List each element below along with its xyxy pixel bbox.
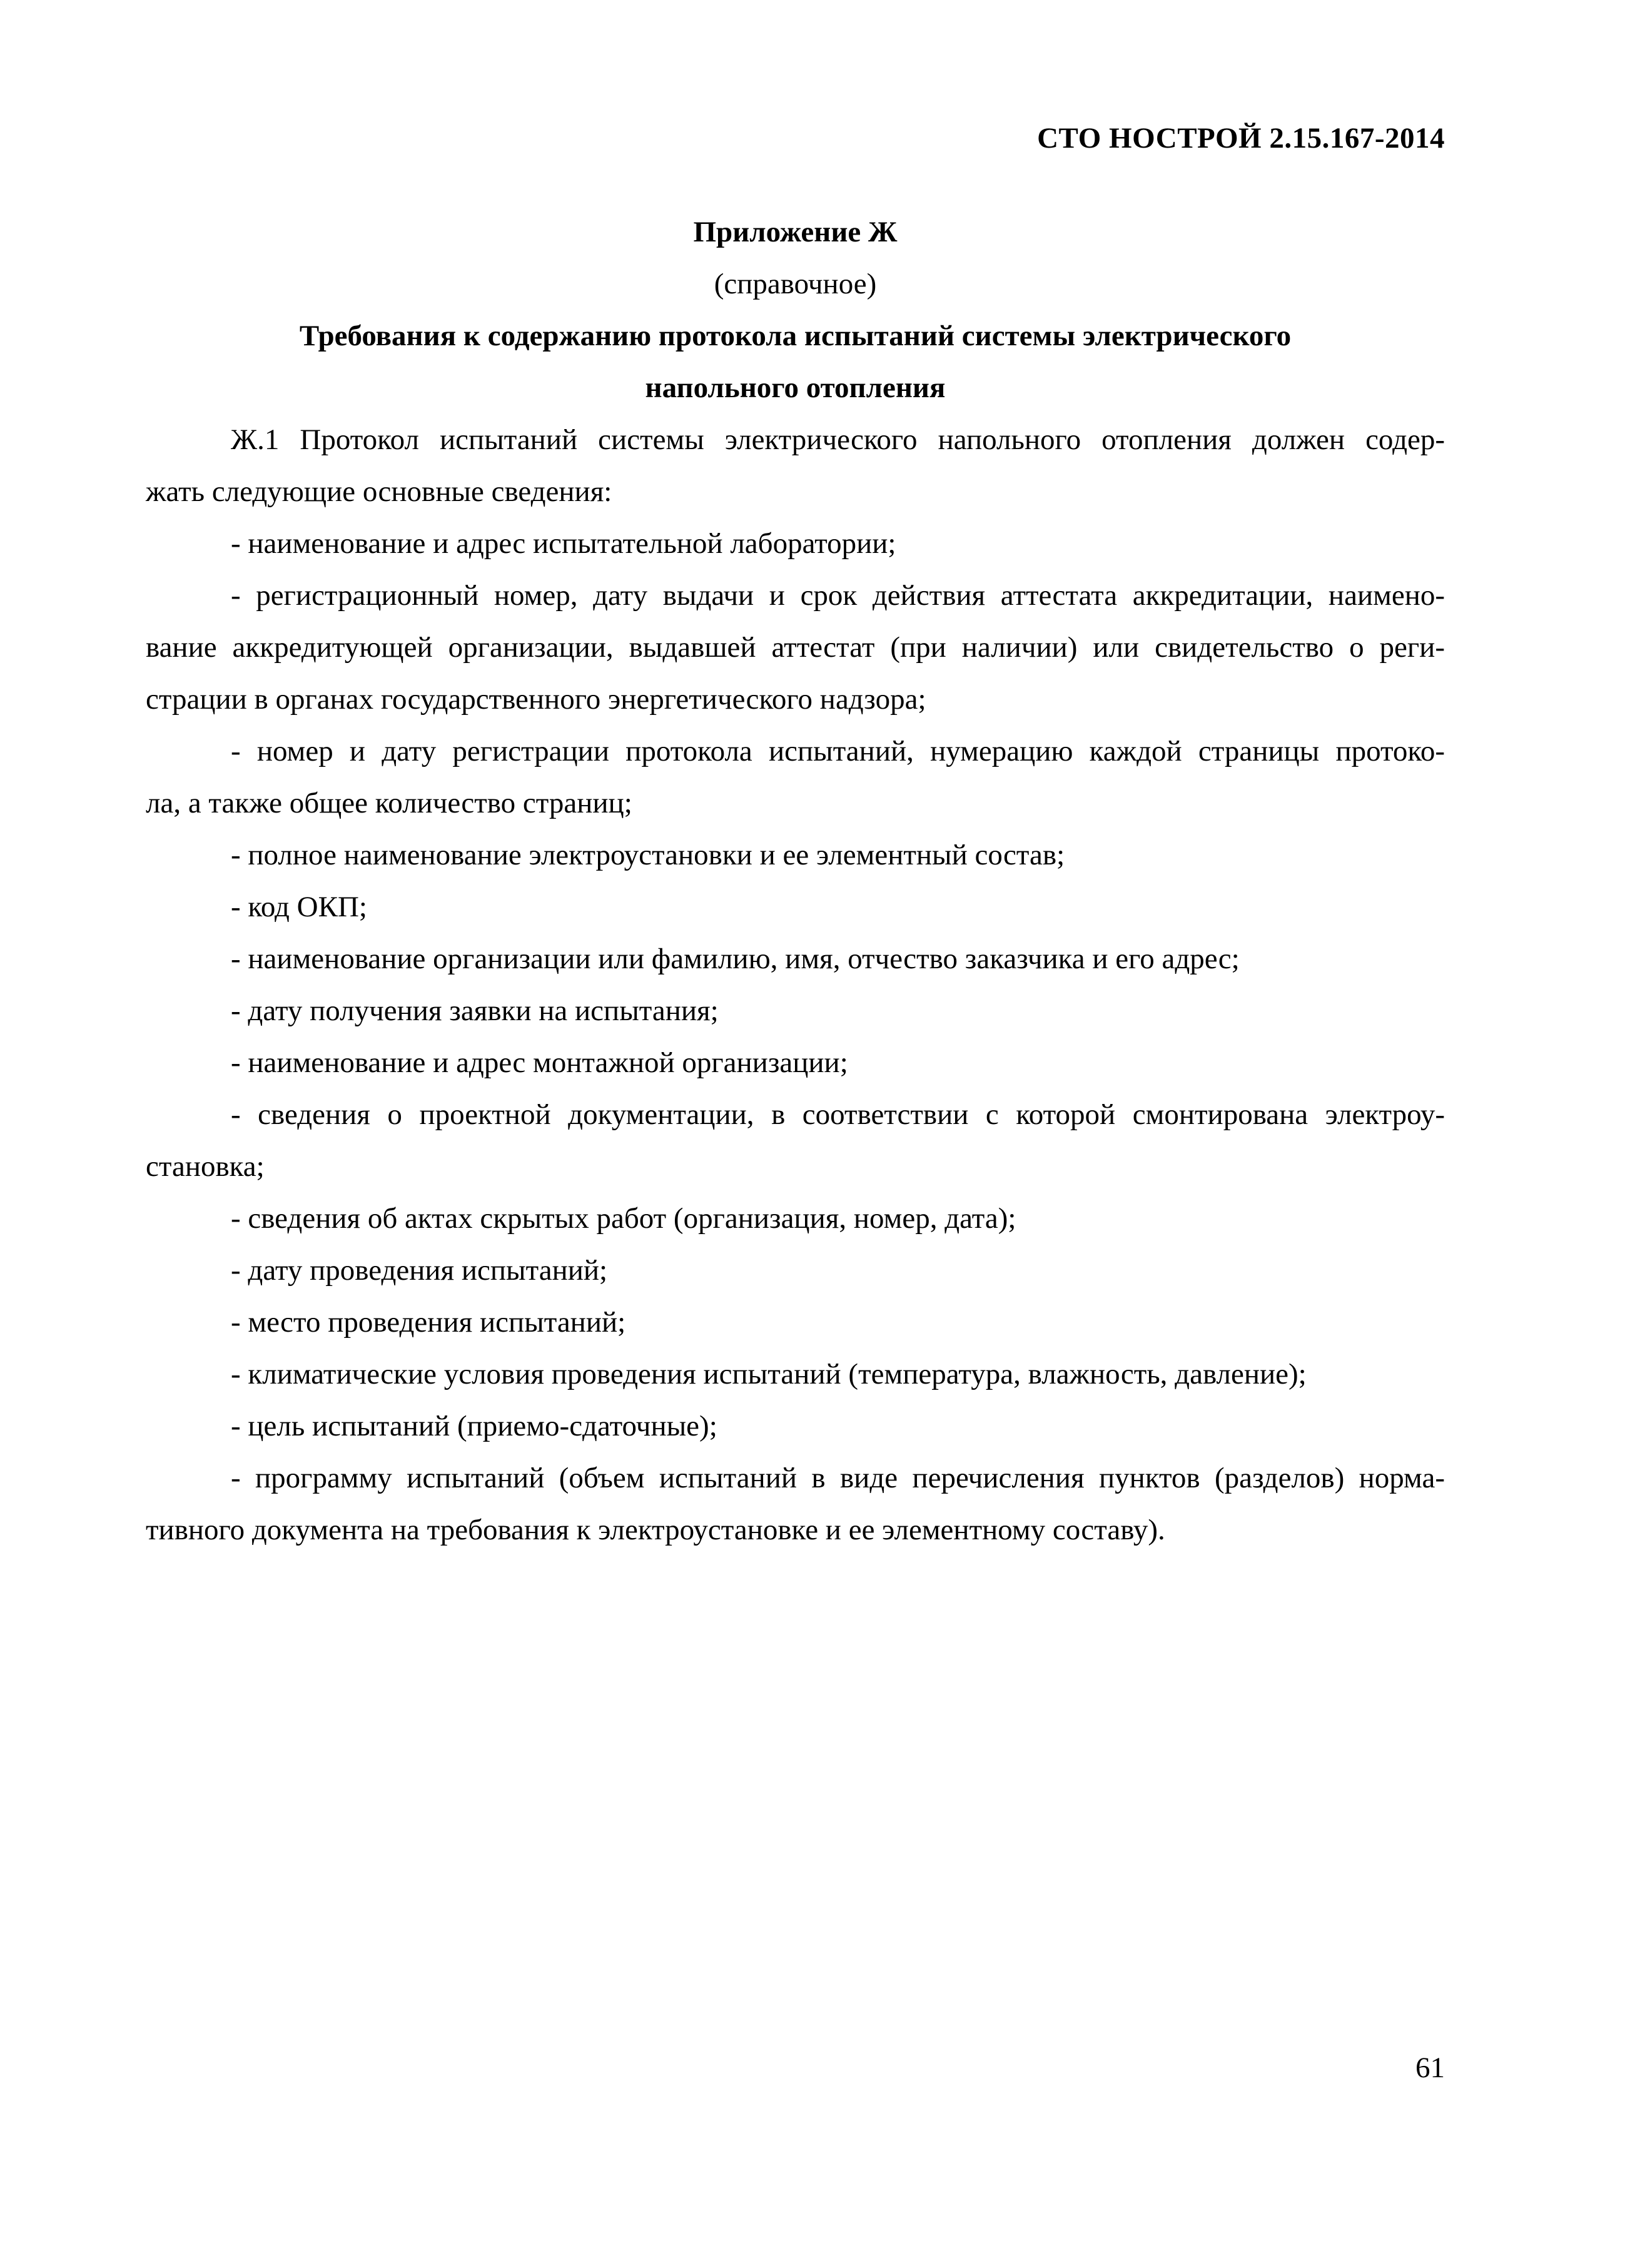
paragraph-line: Ж.1 Протокол испытаний системы электрического напольного отопления должен содер- bbox=[231, 423, 1445, 456]
paragraph bbox=[146, 1089, 1445, 1193]
appendix-type-note: (справочное) bbox=[714, 268, 877, 300]
paragraph-line: страции в органах государственного энергетического надзора; bbox=[146, 683, 926, 716]
paragraph bbox=[146, 414, 1445, 518]
document-title-line-1: Требования к содержанию протокола испытаний системы электрического bbox=[299, 320, 1292, 352]
page-content bbox=[146, 0, 1445, 1556]
paragraph-line: вание аккредитующей организации, выдавшей аттестат (при наличии) или свидетельство о реги- bbox=[146, 631, 1445, 664]
paragraph-line: - наименование и адрес монтажной организации; bbox=[231, 1046, 848, 1079]
paragraph-line: - программу испытаний (объем испытаний в виде перечисления пунктов (разделов) норма- bbox=[231, 1462, 1445, 1494]
document-reference: СТО НОСТРОЙ 2.15.167-2014 bbox=[1037, 122, 1445, 154]
paragraph-line: - наименование и адрес испытательной лаборатории; bbox=[231, 527, 896, 560]
paragraph-line: ла, а также общее количество страниц; bbox=[146, 787, 632, 819]
paragraph bbox=[146, 1400, 1445, 1452]
paragraph-line: - наименование организации или фамилию, имя, отчество заказчика и его адрес; bbox=[231, 943, 1240, 975]
paragraph-line: - код ОКП; bbox=[231, 891, 367, 923]
document-body bbox=[146, 414, 1445, 1556]
appendix-heading: Приложение Ж bbox=[693, 216, 898, 248]
paragraph-line: - место проведения испытаний; bbox=[231, 1306, 626, 1339]
paragraph-line: - номер и дату регистрации протокола испытаний, нумерацию каждой страницы протоко- bbox=[231, 735, 1445, 767]
paragraph bbox=[146, 726, 1445, 829]
paragraph-line: становка; bbox=[146, 1150, 265, 1183]
paragraph bbox=[146, 933, 1445, 985]
paragraph-line: жать следующие основные сведения: bbox=[146, 475, 612, 508]
paragraph bbox=[146, 1245, 1445, 1297]
paragraph-line: - климатические условия проведения испытаний (температура, влажность, давление); bbox=[231, 1358, 1307, 1390]
paragraph bbox=[146, 570, 1445, 726]
paragraph bbox=[146, 881, 1445, 933]
paragraph-line: - регистрационный номер, дату выдачи и срок действия аттестата аккредитации, наимено- bbox=[231, 579, 1445, 612]
paragraph bbox=[146, 1349, 1445, 1400]
paragraph bbox=[146, 1193, 1445, 1245]
paragraph-line: - дату проведения испытаний; bbox=[231, 1254, 608, 1287]
paragraph-line: - дату получения заявки на испытания; bbox=[231, 995, 719, 1027]
paragraph bbox=[146, 518, 1445, 570]
paragraph bbox=[146, 1452, 1445, 1556]
page-number: 61 bbox=[1415, 2052, 1445, 2084]
paragraph-line: - сведения о проектной документации, в соответствии с которой смонтирована электроу- bbox=[231, 1098, 1445, 1131]
paragraph bbox=[146, 985, 1445, 1037]
paragraph-line: - цель испытаний (приемо-сдаточные); bbox=[231, 1410, 717, 1442]
paragraph-line: тивного документа на требования к электроустановке и ее элементному составу). bbox=[146, 1514, 1165, 1546]
paragraph bbox=[146, 1297, 1445, 1349]
document-title-line-2: напольного отопления bbox=[645, 372, 946, 404]
paragraph bbox=[146, 829, 1445, 881]
paragraph-line: - полное наименование электроустановки и ее элементный состав; bbox=[231, 839, 1065, 871]
paragraph bbox=[146, 1037, 1445, 1089]
paragraph-line: - сведения об актах скрытых работ (организация, номер, дата); bbox=[231, 1202, 1016, 1235]
